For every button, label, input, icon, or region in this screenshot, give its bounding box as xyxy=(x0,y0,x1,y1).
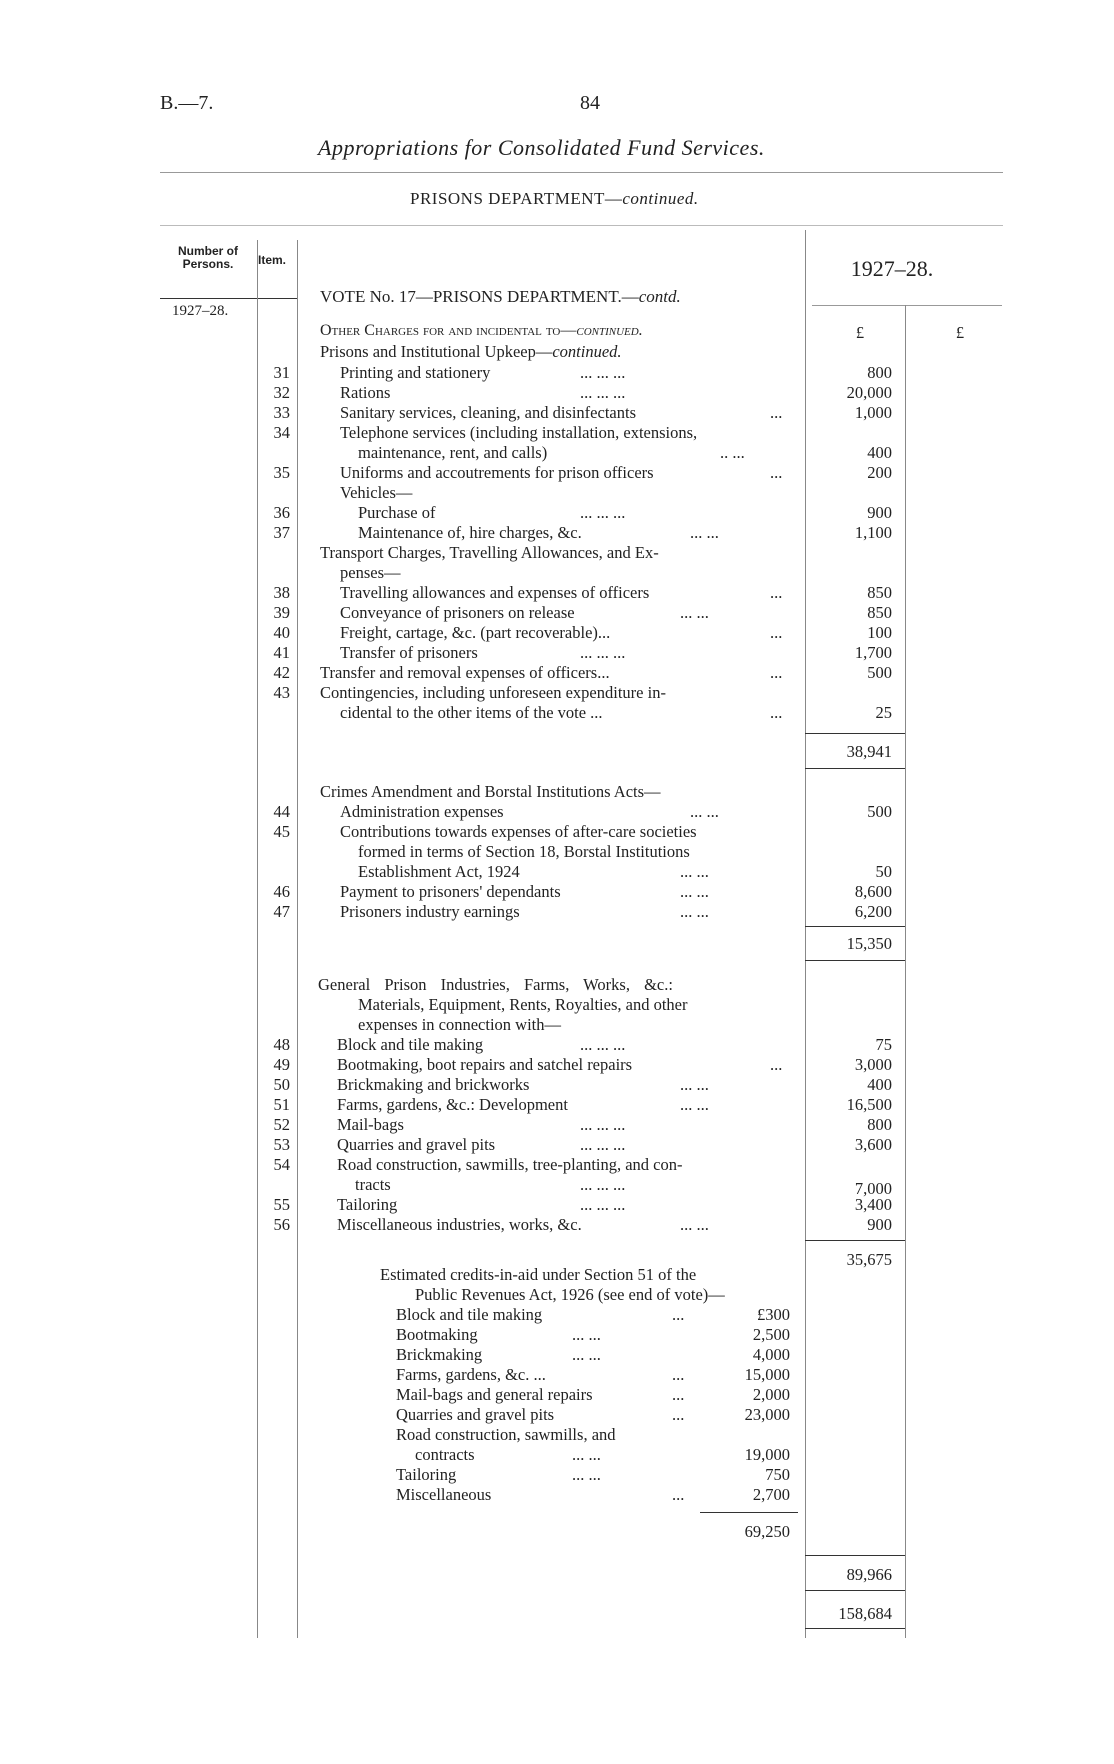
subtotal-rule-2b xyxy=(805,960,905,961)
item-amount: 800 xyxy=(867,363,892,382)
item-amount: 800 xyxy=(867,1115,892,1134)
leader-dots: ... ... ... xyxy=(580,1115,626,1134)
item-description: Miscellaneous industries, works, &c. xyxy=(337,1215,582,1234)
credit-description: Farms, gardens, &c. ... xyxy=(396,1365,546,1384)
leader-dots: ... xyxy=(672,1385,685,1404)
page-title: Appropriations for Consolidated Fund Services. xyxy=(318,135,765,160)
leader-dots: ... ... xyxy=(572,1445,601,1464)
leader-dots: ... ... xyxy=(680,1075,709,1094)
leader-dots: ... ... ... xyxy=(580,503,626,522)
leader-dots: ... ... xyxy=(572,1345,601,1364)
upkeep-heading: Prisons and Institutional Upkeep—continued. xyxy=(320,342,622,361)
item-description: Conveyance of prisoners on release xyxy=(340,603,575,622)
item-amount: 3,000 xyxy=(854,1055,892,1074)
item-description: Rations xyxy=(340,383,391,402)
credit-description: Tailoring xyxy=(396,1465,457,1484)
item-description: maintenance, rent, and calls) xyxy=(358,443,548,462)
other-charges-heading: Other Charges for and incidental to—continued. xyxy=(320,322,643,339)
leader-dots: ... ... xyxy=(680,603,709,622)
item-description: Sanitary services, cleaning, and disinfectants xyxy=(340,403,636,422)
item-description: Road construction, sawmills, tree-planting, and con- xyxy=(337,1155,683,1174)
item-number: 55 xyxy=(273,1195,290,1214)
persons-column-header: Number of Persons. xyxy=(178,244,238,271)
credit-description: contracts xyxy=(415,1445,475,1464)
item-description: Quarries and gravel pits xyxy=(337,1135,496,1154)
leader-dots: ... ... xyxy=(680,902,709,921)
leader-dots: ... xyxy=(770,623,783,642)
item-number: 34 xyxy=(273,423,290,442)
leader-dots: .. ... xyxy=(720,443,745,462)
credit-amount: 2,700 xyxy=(752,1485,790,1504)
item-number: 45 xyxy=(273,822,290,841)
item-amount: 8,600 xyxy=(854,882,892,901)
leader-dots: ... ... ... xyxy=(580,363,626,382)
item-column-divider xyxy=(297,240,298,1638)
industries-heading: General Prison Industries, Farms, Works, &c.: xyxy=(318,975,673,994)
leader-dots: ... ... xyxy=(680,882,709,901)
credit-description: Bootmaking xyxy=(396,1325,478,1344)
item-amount: 25 xyxy=(875,703,892,722)
leader-dots: ... xyxy=(672,1485,685,1504)
item-amount: 1,100 xyxy=(854,523,892,542)
title-rule xyxy=(160,172,1003,173)
item-number: 53 xyxy=(273,1135,290,1154)
subtotal-rule-3 xyxy=(805,1240,905,1241)
credit-description: Brickmaking xyxy=(396,1345,483,1364)
leader-dots: ... ... xyxy=(680,862,709,881)
item-amount: 7,000 xyxy=(854,1179,892,1198)
item-description: Contingencies, including unforeseen expenditure in- xyxy=(320,683,666,702)
item-number: 54 xyxy=(273,1155,290,1174)
item-description: Travelling allowances and expenses of officers xyxy=(340,583,650,602)
leader-dots: ... xyxy=(770,463,783,482)
crimes-heading: Crimes Amendment and Borstal Institutions Acts— xyxy=(320,782,661,801)
credit-description: Quarries and gravel pits xyxy=(396,1405,555,1424)
item-amount: 400 xyxy=(867,443,892,462)
leader-dots: ... ... xyxy=(680,1095,709,1114)
credit-amount: 750 xyxy=(765,1465,790,1484)
leader-dots: ... ... ... xyxy=(580,1175,626,1194)
item-description: Block and tile making xyxy=(337,1035,484,1054)
item-description: Brickmaking and brickworks xyxy=(337,1075,530,1094)
item-amount: 3,600 xyxy=(854,1135,892,1154)
industries-subheading-1: Materials, Equipment, Rents, Royalties, and other xyxy=(358,995,688,1014)
credits-heading-2: Public Revenues Act, 1926 (see end of vote)— xyxy=(415,1285,725,1304)
grand-total-rule xyxy=(805,1628,905,1629)
subtotal-3: 35,675 xyxy=(846,1250,892,1269)
item-description: Transfer of prisoners xyxy=(340,643,478,662)
item-amount: 200 xyxy=(867,463,892,482)
item-description: Transport Charges, Travelling Allowances, and Ex- xyxy=(320,543,659,562)
item-amount: 500 xyxy=(867,663,892,682)
credit-amount: 15,000 xyxy=(744,1365,790,1384)
item-number: 40 xyxy=(273,623,290,642)
credit-amount: 2,000 xyxy=(752,1385,790,1404)
item-description: Mail-bags xyxy=(337,1115,404,1134)
header-rule-right xyxy=(812,305,1002,306)
leader-dots: ... xyxy=(770,583,783,602)
leader-dots: ... ... ... xyxy=(580,643,626,662)
leader-dots: ... xyxy=(770,1055,783,1074)
currency-label-2: £ xyxy=(955,323,965,342)
leader-dots: ... xyxy=(672,1365,685,1384)
item-number: 31 xyxy=(273,363,290,382)
item-description: tracts xyxy=(355,1175,391,1194)
item-number: 37 xyxy=(273,523,290,542)
item-amount: 16,500 xyxy=(846,1095,892,1114)
leader-dots: ... xyxy=(672,1305,685,1324)
total-rule-1 xyxy=(805,1555,905,1556)
item-description: Telephone services (including installation, extensions, xyxy=(340,423,698,442)
item-description: Uniforms and accoutrements for prison officers xyxy=(340,463,654,482)
leader-dots: ... ... ... xyxy=(580,1195,626,1214)
subtotal-rule-2 xyxy=(805,926,905,927)
credit-amount: 2,500 xyxy=(752,1325,790,1344)
item-amount: 400 xyxy=(867,1075,892,1094)
item-amount: 6,200 xyxy=(854,902,892,921)
leader-dots: ... xyxy=(770,663,783,682)
credit-description: Road construction, sawmills, and xyxy=(396,1425,616,1444)
item-number: 39 xyxy=(273,603,290,622)
item-number: 33 xyxy=(273,403,290,422)
credits-total-rule xyxy=(700,1512,798,1513)
leader-dots: ... ... ... xyxy=(580,383,626,402)
persons-year-label: 1927–28. xyxy=(172,303,229,319)
item-number: 50 xyxy=(273,1075,290,1094)
credit-amount: 19,000 xyxy=(744,1445,790,1464)
item-description: Contributions towards expenses of after-care societies xyxy=(340,822,697,841)
item-description: Printing and stationery xyxy=(340,363,491,382)
item-amount: 1,700 xyxy=(854,643,892,662)
credit-amount: 4,000 xyxy=(752,1345,790,1364)
leader-dots: ... xyxy=(770,403,783,422)
item-description: Vehicles— xyxy=(340,483,413,502)
total-column-divider xyxy=(905,305,906,1638)
subtotal-2: 15,350 xyxy=(846,934,892,953)
item-description: Establishment Act, 1924 xyxy=(358,862,520,881)
item-number: 43 xyxy=(273,683,290,702)
item-description: cidental to the other items of the vote ... xyxy=(340,703,603,722)
total-1: 89,966 xyxy=(846,1565,892,1584)
credit-description: Block and tile making xyxy=(396,1305,543,1324)
item-description: Purchase of xyxy=(358,503,436,522)
leader-dots: ... xyxy=(672,1405,685,1424)
item-amount: 850 xyxy=(867,583,892,602)
leader-dots: ... ... xyxy=(690,802,719,821)
item-description: formed in terms of Section 18, Borstal Institutions xyxy=(358,842,690,861)
item-amount: 20,000 xyxy=(846,383,892,402)
document-reference: B.—7. xyxy=(160,92,214,114)
credit-amount: 23,000 xyxy=(744,1405,790,1424)
leader-dots: ... ... ... xyxy=(580,1035,626,1054)
item-amount: 50 xyxy=(875,862,892,881)
header-rule-left xyxy=(160,298,298,299)
credit-description: Mail-bags and general repairs xyxy=(396,1385,593,1404)
item-number: 42 xyxy=(273,663,290,682)
leader-dots: ... xyxy=(770,703,783,722)
leader-dots: ... ... xyxy=(572,1465,601,1484)
grand-total: 158,684 xyxy=(838,1604,892,1623)
item-amount: 500 xyxy=(867,802,892,821)
subtotal-rule-1 xyxy=(805,733,905,734)
item-description: Freight, cartage, &c. (part recoverable)... xyxy=(340,623,611,642)
credit-description: Miscellaneous xyxy=(396,1485,492,1504)
item-description: Maintenance of, hire charges, &c. xyxy=(358,523,582,542)
leader-dots: ... ... xyxy=(680,1215,709,1234)
item-amount: 900 xyxy=(867,1215,892,1234)
item-description: Bootmaking, boot repairs and satchel repairs xyxy=(337,1055,633,1074)
persons-column-divider xyxy=(257,240,258,1638)
year-column-header: 1927–28. xyxy=(850,256,934,281)
subtotal-1: 38,941 xyxy=(846,742,892,761)
item-column-header: Item. xyxy=(258,253,287,267)
credits-heading-1: Estimated credits-in-aid under Section 51 of the xyxy=(380,1265,697,1284)
credit-amount: £300 xyxy=(757,1305,790,1324)
item-description: Administration expenses xyxy=(340,802,504,821)
item-description: Prisoners industry earnings xyxy=(340,902,520,921)
amount-column-divider xyxy=(805,230,806,1638)
page-number: 84 xyxy=(580,92,600,114)
item-number: 46 xyxy=(273,882,290,901)
vote-title: VOTE No. 17—PRISONS DEPARTMENT.—contd. xyxy=(320,287,681,306)
leader-dots: ... ... ... xyxy=(580,1135,626,1154)
item-number: 49 xyxy=(273,1055,290,1074)
subtotal-rule-1b xyxy=(805,768,905,769)
item-number: 48 xyxy=(273,1035,290,1054)
item-amount: 100 xyxy=(867,623,892,642)
leader-dots: ... ... xyxy=(572,1325,601,1344)
item-number: 56 xyxy=(273,1215,290,1234)
item-number: 36 xyxy=(273,503,290,522)
item-amount: 1,000 xyxy=(854,403,892,422)
item-number: 52 xyxy=(273,1115,290,1134)
item-amount: 3,400 xyxy=(854,1195,892,1214)
item-number: 32 xyxy=(273,383,290,402)
item-amount: 75 xyxy=(875,1035,892,1054)
item-amount: 850 xyxy=(867,603,892,622)
item-number: 38 xyxy=(273,583,290,602)
item-description: penses— xyxy=(340,563,401,582)
item-description: Transfer and removal expenses of officers... xyxy=(320,663,610,682)
item-description: Farms, gardens, &c.: Development xyxy=(337,1095,568,1114)
item-description: Payment to prisoners' dependants xyxy=(340,882,561,901)
item-number: 35 xyxy=(273,463,290,482)
leader-dots: ... ... xyxy=(690,523,719,542)
item-description: Tailoring xyxy=(337,1195,398,1214)
item-number: 51 xyxy=(273,1095,290,1114)
subtitle-rule xyxy=(160,225,1003,226)
total-rule-2 xyxy=(805,1590,905,1591)
credits-total: 69,250 xyxy=(744,1522,790,1541)
item-amount: 900 xyxy=(867,503,892,522)
item-number: 47 xyxy=(273,902,290,921)
section-subtitle: PRISONS DEPARTMENT—continued. xyxy=(410,189,699,208)
item-number: 44 xyxy=(273,802,290,821)
item-number: 41 xyxy=(273,643,290,662)
industries-subheading-2: expenses in connection with— xyxy=(358,1015,561,1034)
currency-label-1: £ xyxy=(855,323,865,342)
